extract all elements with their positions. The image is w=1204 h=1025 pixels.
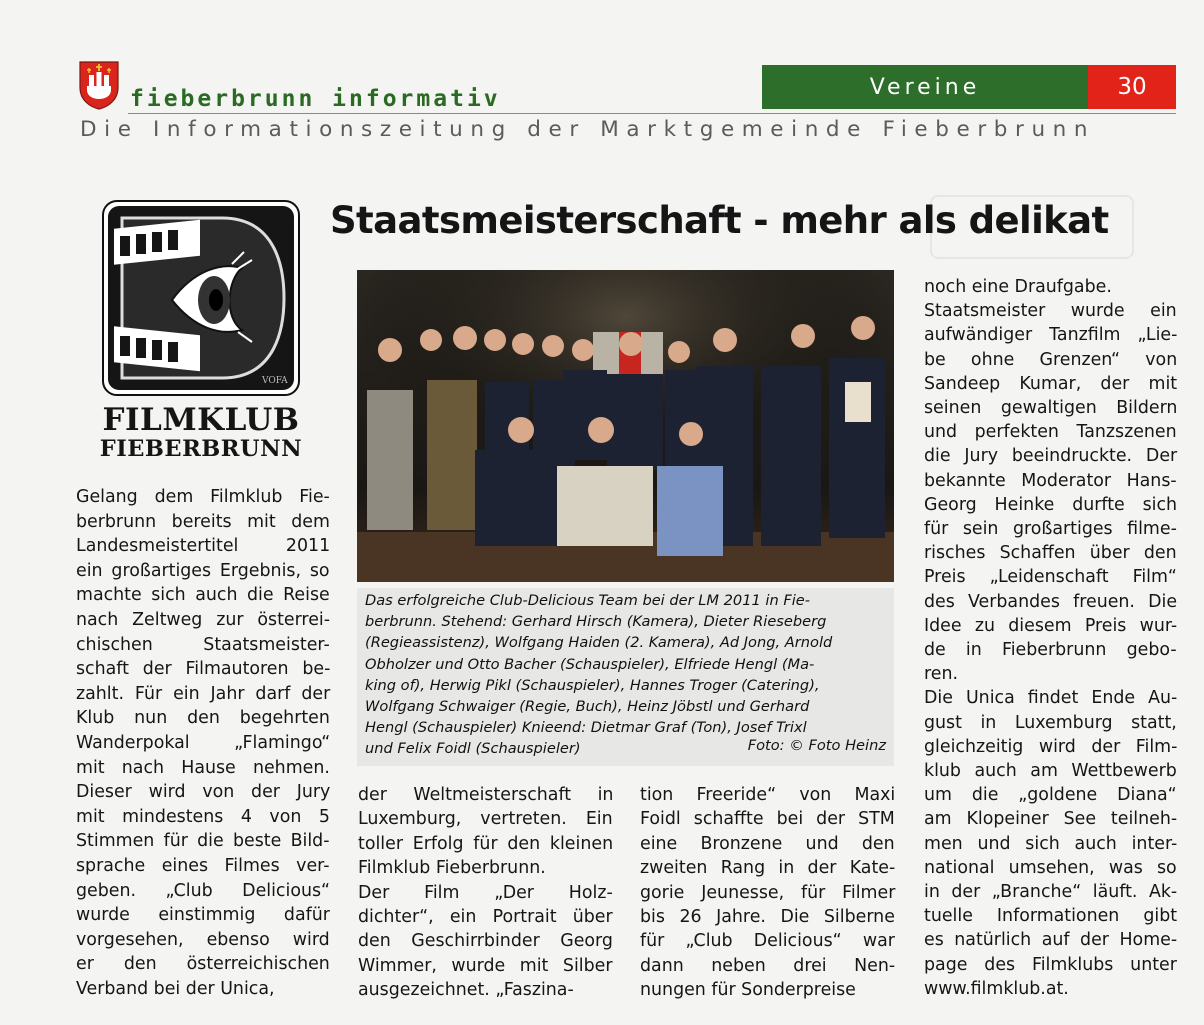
- caption-line: king of), Herwig Pikl (Schauspieler), Hannes Troger (Catering),: [365, 676, 820, 694]
- text-line: nungen für Sonderpreise: [640, 980, 856, 1001]
- text-line: Die Unica findet Ende Au-: [924, 688, 1178, 709]
- text-line: de in Fieberbrunn gebo-: [924, 640, 1177, 660]
- text-line: ren.: [924, 664, 959, 685]
- text-line: Gelang dem Filmklub Fie-: [76, 487, 330, 507]
- text-line: geben. „Club Delicious“: [76, 880, 331, 901]
- text-line: Georg Heinke durfte sich: [924, 494, 1178, 515]
- text-line: Idee zu diesem Preis wur-: [924, 615, 1178, 636]
- text-line: in der „Branche“ läuft. Ak-: [924, 882, 1178, 902]
- text-line: mit mindestens 4 von 5: [76, 806, 330, 827]
- team-photo: [357, 270, 894, 582]
- text-line: zahlt. Für ein Jahr darf der: [76, 683, 331, 704]
- text-line: für sein großartiges filme-: [924, 519, 1177, 539]
- text-line: page des Filmklubs unter: [924, 954, 1177, 975]
- text-line: Preis „Leidenschaft Film“: [924, 567, 1177, 588]
- text-line: er den österreichischen: [76, 954, 330, 975]
- text-line: ein großartiges Ergebnis, so: [76, 560, 330, 581]
- text-line: noch eine Draufgabe.: [924, 277, 1112, 297]
- text-line: ausgezeichnet. „Faszina-: [358, 980, 574, 1001]
- text-line: für „Club Delicious“ war: [640, 931, 895, 952]
- text-line: den Geschirrbinder Georg: [358, 931, 613, 952]
- article-headline: Staatsmeisterschaft - mehr als delikat: [330, 199, 1109, 242]
- page-number: 30: [1088, 65, 1176, 109]
- text-line: be ohne Grenzen“ von: [924, 349, 1178, 370]
- club-name-line1: FILMKLUB: [102, 402, 300, 438]
- text-line: berbrunn bereits mit dem: [76, 511, 330, 532]
- text-line: des Verbandes freuen. Die: [924, 591, 1178, 612]
- text-line: am Klopeiner See teilneh-: [924, 809, 1178, 830]
- caption-line: Wolfgang Schwaiger (Regie, Buch), Heinz Jöbstl und Gerhard: [365, 698, 810, 715]
- text-line: nach Zeltweg zur österrei-: [76, 610, 331, 630]
- text-line: klub auch am Wettbewerb: [924, 761, 1177, 781]
- caption-line: Obholzer und Otto Bacher (Schauspieler), Elfriede Hengl (Ma-: [365, 655, 815, 673]
- text-line: und perfekten Tanzszenen: [924, 422, 1177, 443]
- text-line: Sandeep Kumar, der mit: [924, 373, 1178, 394]
- text-line: dann neben drei Nen-: [640, 955, 896, 976]
- caption-line: und Felix Foidl (Schauspieler): [365, 740, 581, 758]
- newspaper-brand: fieberbrunn informativ: [130, 86, 501, 112]
- text-line: Der Film „Der Holz-: [358, 882, 613, 903]
- section-label: Vereine: [762, 65, 1088, 109]
- text-line: bis 26 Jahre. Die Silberne: [640, 907, 895, 927]
- text-line: sprache eines Filmes ver-: [76, 856, 330, 876]
- text-line: Filmklub Fieberbrunn.: [358, 858, 546, 879]
- text-line: aufwändiger Tanzfilm „Lie-: [924, 325, 1178, 346]
- text-line: tuelle Informationen gibt: [924, 906, 1178, 927]
- text-line: Foidl schaffte bei der STM: [640, 809, 895, 830]
- text-line: men und sich auch inter-: [924, 833, 1178, 854]
- text-line: es natürlich auf der Home-: [924, 930, 1178, 951]
- photo-credit: Foto: © Foto Heinz: [747, 737, 886, 754]
- text-line: Wanderpokal „Flamingo“: [76, 733, 331, 753]
- logo-mark-text: VOFA: [262, 376, 288, 386]
- text-line: toller Erfolg für den kleinen: [358, 833, 614, 854]
- text-line: Landesmeistertitel 2011: [76, 536, 331, 557]
- text-line: machte sich auch die Reise: [76, 585, 330, 606]
- text-line: zweiten Rang in der Kate-: [640, 858, 896, 879]
- caption-line: (Regieassistenz), Wolfgang Haiden (2. Kamera), Ad Jong, Arnold: [365, 634, 833, 652]
- caption-line: berbrunn. Stehend: Gerhard Hirsch (Kamera), Dieter Rieseberg: [365, 613, 827, 631]
- text-line: die Jury beeindruckte. Der: [924, 446, 1178, 467]
- text-line: dichter“, ein Portrait über: [358, 907, 613, 927]
- photo-caption: [357, 588, 894, 766]
- text-line: wurde einstimmig dafür: [76, 905, 330, 926]
- club-name-line2: FIEBERBRUNN: [99, 436, 303, 462]
- text-line: bekannte Moderator Hans-: [924, 470, 1177, 491]
- text-line: Klub nun den begehrten: [76, 708, 330, 729]
- text-line: Staatsmeister wurde ein: [924, 301, 1177, 322]
- text-line: risches Schaffen über den: [924, 543, 1177, 564]
- text-line: chischen Staatsmeister-: [76, 634, 330, 655]
- newspaper-subtitle: Die Informationszeitung der Marktgemeinde Fieberbrunn: [80, 117, 1096, 142]
- text-line: vorgesehen, ebenso wird: [76, 929, 330, 950]
- text-line: national umsehen, was so: [924, 857, 1177, 878]
- text-line: Dieser wird von der Jury: [76, 782, 331, 803]
- text-line: mit nach Hause nehmen.: [76, 757, 330, 778]
- text-line: gust in Luxemburg statt,: [924, 712, 1177, 733]
- text-line: tion Freeride“ von Maxi: [640, 785, 896, 805]
- text-line: eine Bronzene und den: [640, 833, 895, 854]
- filmklub-logo-icon: [102, 200, 300, 396]
- text-line: www.filmklub.at.: [924, 978, 1069, 999]
- text-line: um die „goldene Diana“: [924, 785, 1177, 806]
- text-line: schaft der Filmautoren be-: [76, 659, 331, 680]
- text-line: Verband bei der Unica,: [76, 979, 275, 999]
- text-line: gleichzeitig wird der Film-: [924, 736, 1178, 757]
- text-line: gorie Jeunesse, für Filmer: [640, 882, 896, 903]
- caption-line: Hengl (Schauspieler) Knieend: Dietmar Graf (Ton), Josef Trixl: [365, 719, 807, 737]
- masthead-rule: [128, 113, 1176, 114]
- text-line: Wimmer, wurde mit Silber: [358, 955, 613, 976]
- municipal-crest-icon: [78, 60, 120, 110]
- text-line: Luxemburg, vertreten. Ein: [358, 809, 613, 830]
- text-line: seinen gewaltigen Bildern: [924, 398, 1178, 418]
- text-line: der Weltmeisterschaft in: [358, 785, 614, 805]
- caption-line: Das erfolgreiche Club-Delicious Team bei der LM 2011 in Fie-: [365, 592, 811, 609]
- text-line: Stimmen für die beste Bild-: [76, 831, 330, 852]
